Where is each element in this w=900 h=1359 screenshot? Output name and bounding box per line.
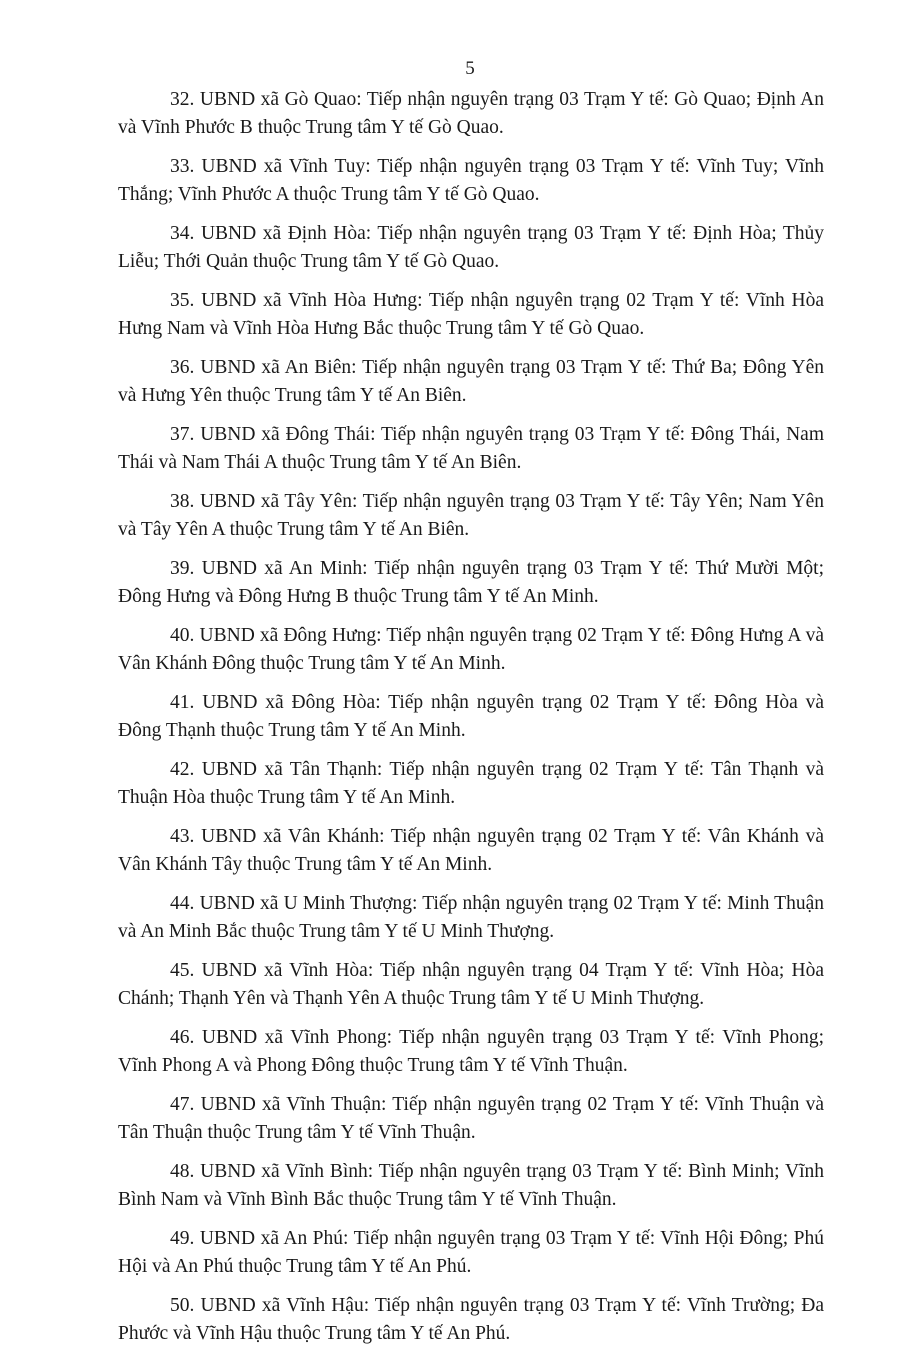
- list-item-36: 36. UBND xã An Biên: Tiếp nhận nguyên trạng 03 Trạm Y tế: Thứ Ba; Đông Yên và Hưng Yên thuộc Trung tâm Y tế An Biên.: [118, 357, 824, 406]
- list-item-46: 46. UBND xã Vĩnh Phong: Tiếp nhận nguyên trạng 03 Trạm Y tế: Vĩnh Phong; Vĩnh Phong A và Phong Đông thuộc Trung tâm Y tế Vĩnh Thuận.: [118, 1027, 824, 1076]
- list-item-39: 39. UBND xã An Minh: Tiếp nhận nguyên trạng 03 Trạm Y tế: Thứ Mười Một; Đông Hưng và Đông Hưng B thuộc Trung tâm Y tế An Minh.: [118, 558, 824, 607]
- page-number: 5: [465, 58, 475, 79]
- list-item-49: 49. UBND xã An Phú: Tiếp nhận nguyên trạng 03 Trạm Y tế: Vĩnh Hội Đông; Phú Hội và An Phú thuộc Trung tâm Y tế An Phú.: [118, 1228, 824, 1277]
- list-item-42: 42. UBND xã Tân Thạnh: Tiếp nhận nguyên trạng 02 Trạm Y tế: Tân Thạnh và Thuận Hòa thuộc Trung tâm Y tế An Minh.: [118, 759, 824, 808]
- list-item-35: 35. UBND xã Vĩnh Hòa Hưng: Tiếp nhận nguyên trạng 02 Trạm Y tế: Vĩnh Hòa Hưng Nam và Vĩnh Hòa Hưng Bắc thuộc Trung tâm Y tế Gò Quao.: [118, 290, 824, 339]
- list-item-48: 48. UBND xã Vĩnh Bình: Tiếp nhận nguyên trạng 03 Trạm Y tế: Bình Minh; Vĩnh Bình Nam và Vĩnh Bình Bắc thuộc Trung tâm Y tế Vĩnh Thuận.: [118, 1161, 824, 1210]
- list-item-47: 47. UBND xã Vĩnh Thuận: Tiếp nhận nguyên trạng 02 Trạm Y tế: Vĩnh Thuận và Tân Thuận thuộc Trung tâm Y tế Vĩnh Thuận.: [118, 1094, 824, 1143]
- list-item-41: 41. UBND xã Đông Hòa: Tiếp nhận nguyên trạng 02 Trạm Y tế: Đông Hòa và Đông Thạnh thuộc Trung tâm Y tế An Minh.: [118, 692, 824, 741]
- document-body: [118, 86, 824, 1359]
- list-item-45: 45. UBND xã Vĩnh Hòa: Tiếp nhận nguyên trạng 04 Trạm Y tế: Vĩnh Hòa; Hòa Chánh; Thạnh Yên và Thạnh Yên A thuộc Trung tâm Y tế U Minh Thượng.: [118, 960, 824, 1009]
- list-item-33: 33. UBND xã Vĩnh Tuy: Tiếp nhận nguyên trạng 03 Trạm Y tế: Vĩnh Tuy; Vĩnh Thắng; Vĩnh Phước A thuộc Trung tâm Y tế Gò Quao.: [118, 156, 824, 205]
- list-item-32: 32. UBND xã Gò Quao: Tiếp nhận nguyên trạng 03 Trạm Y tế: Gò Quao; Định An và Vĩnh Phước B thuộc Trung tâm Y tế Gò Quao.: [118, 89, 824, 138]
- list-item-44: 44. UBND xã U Minh Thượng: Tiếp nhận nguyên trạng 02 Trạm Y tế: Minh Thuận và An Minh Bắc thuộc Trung tâm Y tế U Minh Thượng.: [118, 893, 824, 942]
- list-item-50: 50. UBND xã Vĩnh Hậu: Tiếp nhận nguyên trạng 03 Trạm Y tế: Vĩnh Trường; Đa Phước và Vĩnh Hậu thuộc Trung tâm Y tế An Phú.: [118, 1295, 824, 1344]
- list-item-40: 40. UBND xã Đông Hưng: Tiếp nhận nguyên trạng 02 Trạm Y tế: Đông Hưng A và Vân Khánh Đông thuộc Trung tâm Y tế An Minh.: [118, 625, 824, 674]
- list-item-43: 43. UBND xã Vân Khánh: Tiếp nhận nguyên trạng 02 Trạm Y tế: Vân Khánh và Vân Khánh Tây thuộc Trung tâm Y tế An Minh.: [118, 826, 824, 875]
- list-item-38: 38. UBND xã Tây Yên: Tiếp nhận nguyên trạng 03 Trạm Y tế: Tây Yên; Nam Yên và Tây Yên A thuộc Trung tâm Y tế An Biên.: [118, 491, 824, 540]
- list-item-37: 37. UBND xã Đông Thái: Tiếp nhận nguyên trạng 03 Trạm Y tế: Đông Thái, Nam Thái và Nam Thái A thuộc Trung tâm Y tế An Biên.: [118, 424, 824, 473]
- list-item-34: 34. UBND xã Định Hòa: Tiếp nhận nguyên trạng 03 Trạm Y tế: Định Hòa; Thủy Liễu; Thới Quản thuộc Trung tâm Y tế Gò Quao.: [118, 223, 824, 272]
